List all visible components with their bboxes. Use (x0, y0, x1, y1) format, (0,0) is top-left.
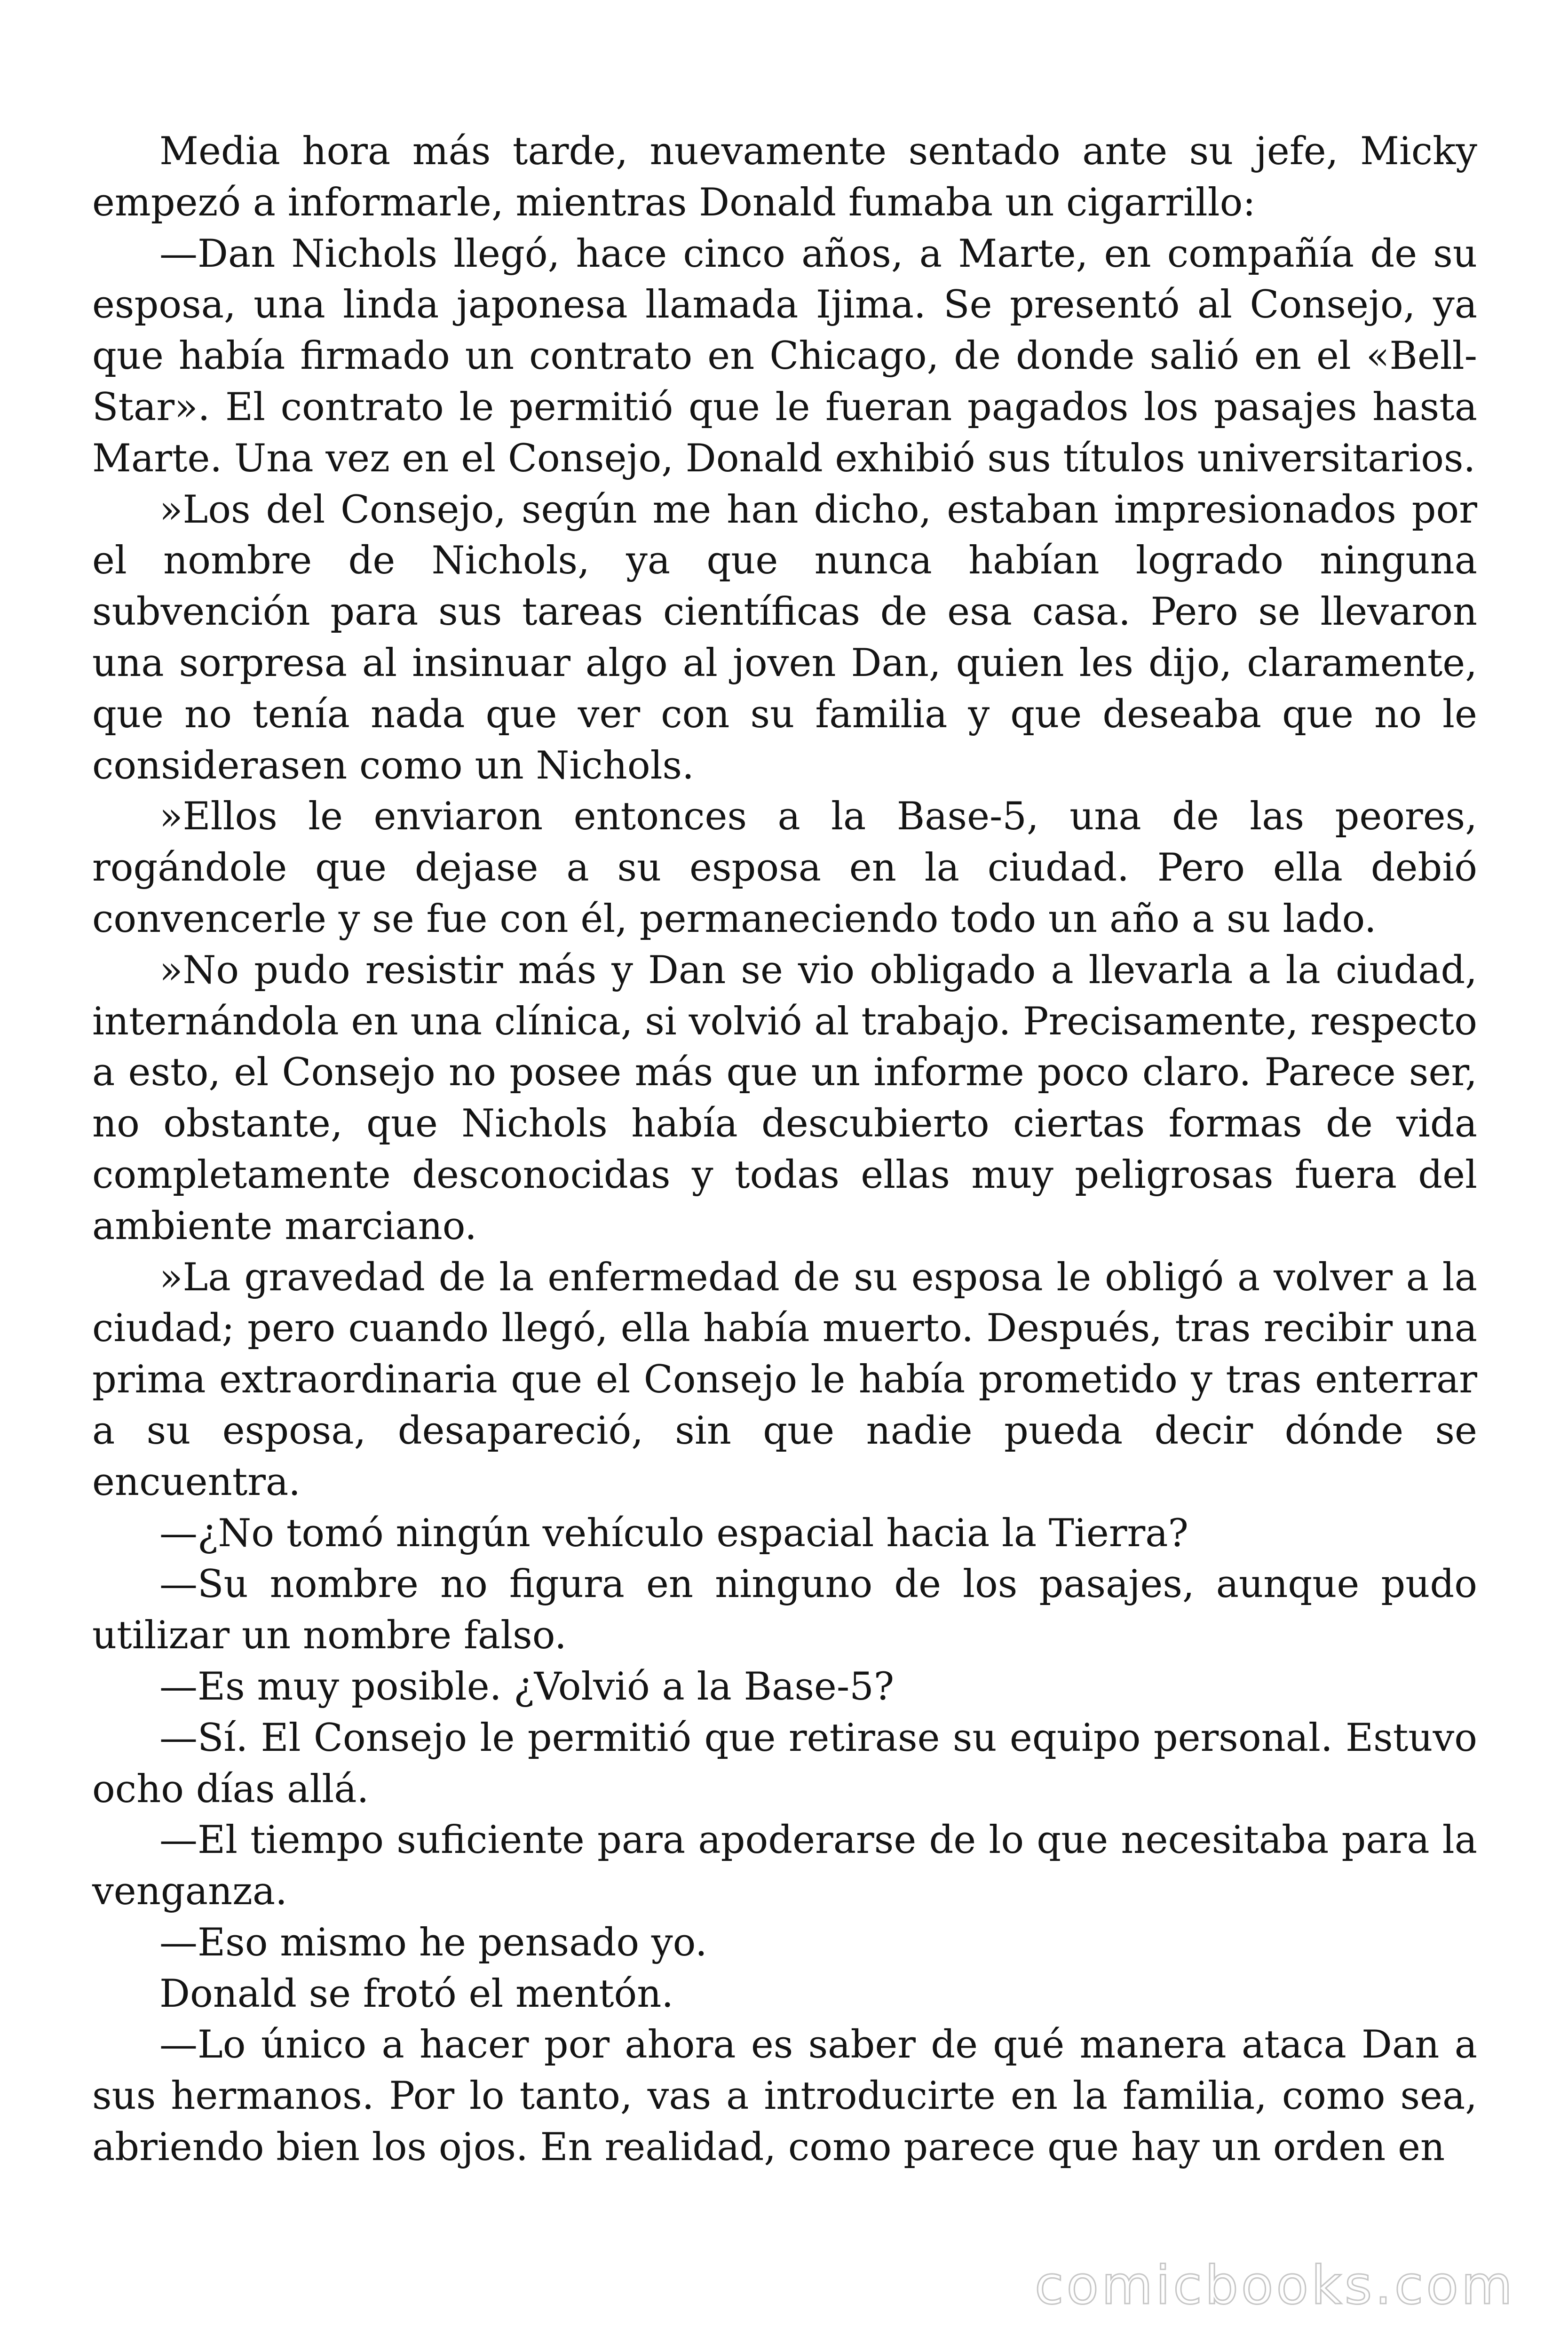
paragraph: —El tiempo suficiente para apoderarse de lo que necesitaba para la venganza. (92, 1818, 1477, 1914)
paragraph: —Dan Nichols llegó, hace cinco años, a Marte, en compañía de su esposa, una linda japonesa llamada Ijima. Se presentó al Consejo, ya que había firmado un contrato en Chicago, de donde salió en el «Bell-Star». El contrato le permitió que le fueran pagados los pasajes hasta Marte. Una vez en el Consejo, Donald exhibió sus títulos universitarios. (92, 231, 1477, 481)
paragraph: —Su nombre no figura en ninguno de los pasajes, aunque pudo utilizar un nombre falso. (92, 1562, 1477, 1658)
paragraph: Media hora más tarde, nuevamente sentado ante su jefe, Micky empezó a informarle, mientras Donald fumaba un cigarrillo: (92, 129, 1477, 225)
paragraph: »La gravedad de la enfermedad de su esposa le obligó a volver a la ciudad; pero cuando llegó, ella había muerto. Después, tras recibir una prima extraordinaria que el Consejo le había prometido y tras enterrar a su esposa, desapareció, sin que nadie pueda decir dónde se encuentra. (92, 1255, 1477, 1504)
paragraph: —Es muy posible. ¿Volvió a la Base-5? (159, 1664, 895, 1709)
paragraph: »Ellos le enviaron entonces a la Base-5, una de las peores, rogándole que dejase a su esposa en la ciudad. Pero ella debió convencerle y se fue con él, permaneciendo todo un año a su lado. (92, 795, 1477, 941)
paragraph: —Eso mismo he pensado yo. (159, 1920, 707, 1965)
paragraph: Donald se frotó el mentón. (159, 1971, 674, 2016)
paragraph: —Sí. El Consejo le permitió que retirase su equipo personal. Estuvo ocho días allá. (92, 1716, 1477, 1812)
paragraph: —Lo único a hacer por ahora es saber de qué manera ataca Dan a sus hermanos. Por lo tanto, vas a introducirte en la familia, como sea, abriendo bien los ojos. En realidad, como parece que hay un orden en (92, 2023, 1477, 2170)
book-page-text (92, 126, 1477, 2173)
paragraph: »No pudo resistir más y Dan se vio obligado a llevarla a la ciudad, internándola en una clínica, si volvió al trabajo. Precisamente, respecto a esto, el Consejo no posee más que un informe poco claro. Parece ser, no obstante, que Nichols había descubierto ciertas formas de vida completamente desconocidas y todas ellas muy peligrosas fuera del ambiente marciano. (92, 948, 1477, 1248)
watermark: comicbooks.com (1034, 2255, 1515, 2316)
paragraph: —¿No tomó ningún vehículo espacial hacia la Tierra? (159, 1511, 1188, 1556)
paragraph: »Los del Consejo, según me han dicho, estaban impresionados por el nombre de Nichols, ya que nunca habían logrado ninguna subvención para sus tareas científicas de esa casa. Pero se llevaron una sorpresa al insinuar algo al joven Dan, quien les dijo, claramente, que no tenía nada que ver con su familia y que deseaba que no le considerasen como un Nichols. (92, 487, 1477, 788)
